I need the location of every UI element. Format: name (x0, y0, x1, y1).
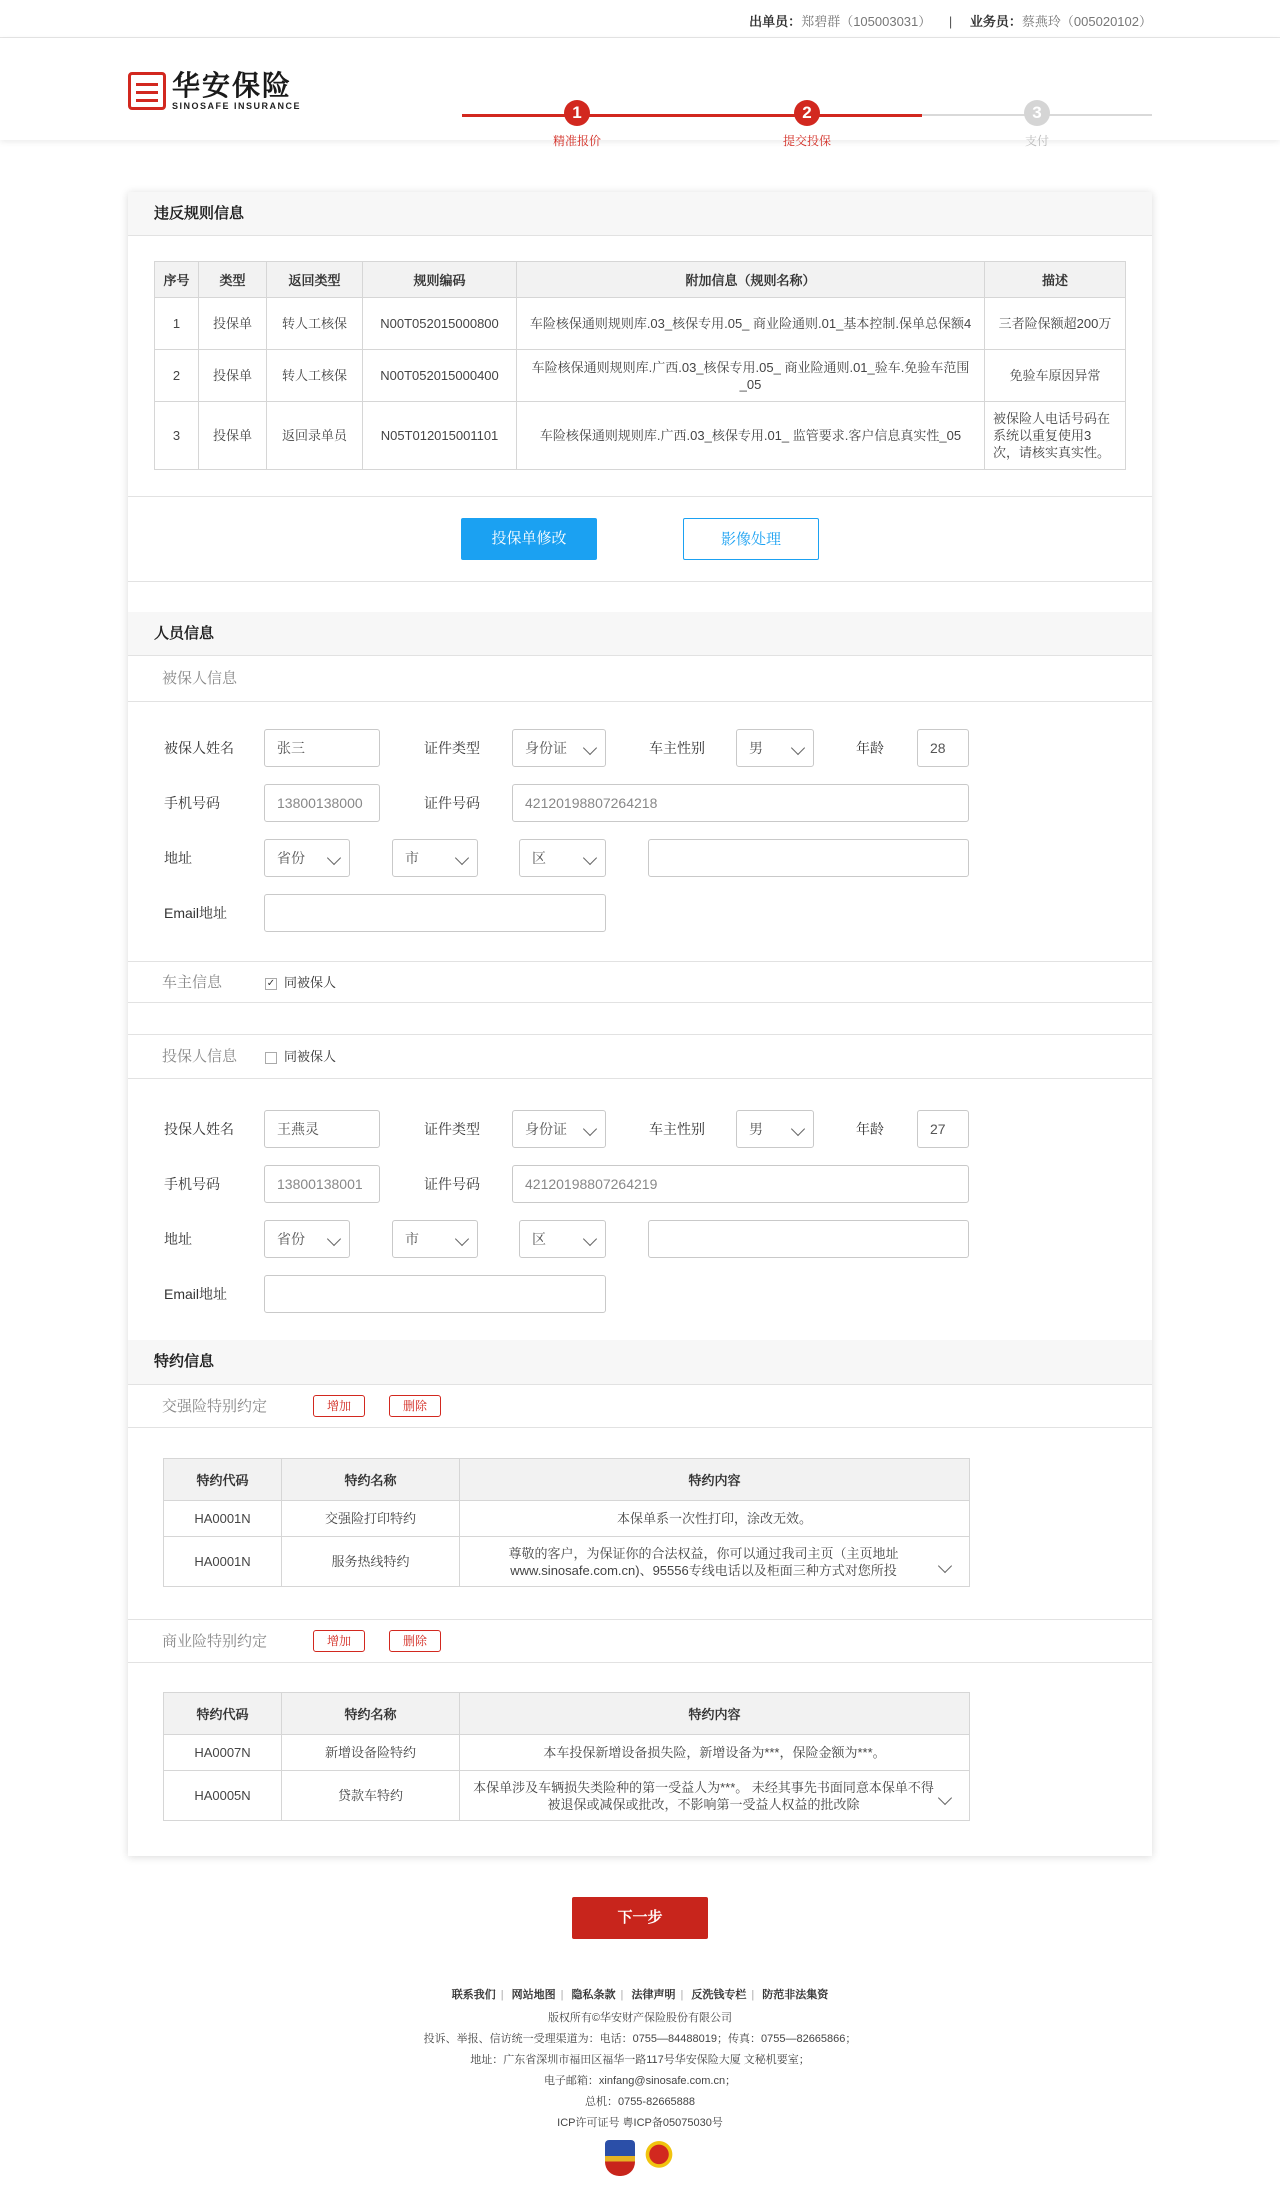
col-content: 特约内容 (460, 1459, 970, 1501)
cell-code: HA0001N (164, 1537, 282, 1587)
cell-code: HA0007N (164, 1735, 282, 1771)
cell-description: 免验车原因异常 (985, 350, 1126, 402)
main-card (128, 192, 1152, 1856)
table-row (164, 1501, 970, 1537)
applicant-phone-input[interactable]: 13800138001 (264, 1165, 380, 1203)
commerce-badge-icon[interactable] (643, 2140, 675, 2172)
cell-name: 贷款车特约 (282, 1771, 460, 1821)
table-header-row (164, 1693, 970, 1735)
checkbox-checked-icon: ✓ (266, 977, 276, 989)
applicant-id-type-value: 身份证 (525, 1121, 567, 1137)
city-value: 市 (405, 1231, 419, 1247)
owner-same-checkbox[interactable] (265, 962, 336, 1004)
id-type-label: 证件类型 (424, 1121, 480, 1137)
col-name: 特约名称 (282, 1459, 460, 1501)
chevron-down-icon (327, 851, 341, 865)
violation-section-title: 违反规则信息 (128, 192, 1152, 236)
email-label: Email地址 (164, 1286, 228, 1302)
id-type-label: 证件类型 (424, 740, 480, 756)
compulsory-table (163, 1458, 970, 1587)
applicant-name-label: 投保人姓名 (164, 1121, 234, 1137)
phone-label: 手机号码 (164, 1176, 220, 1192)
cell-extra-info: 车险核保通则规则库.03_核保专用.05_ 商业险通则.01_基本控制.保单总保额4 (517, 298, 985, 350)
step-2 (747, 100, 867, 149)
id-no-label: 证件号码 (424, 795, 480, 811)
cell-index: 2 (155, 350, 199, 402)
cell-content: 本车投保新增设备损失险，新增设备为***，保险金额为***。 (460, 1735, 970, 1771)
applicant-city-select[interactable] (392, 1220, 478, 1258)
applicant-gender-value: 男 (749, 1121, 763, 1137)
divider (128, 1003, 1152, 1035)
col-type: 类型 (199, 262, 267, 298)
table-header-row (164, 1459, 970, 1501)
cell-return-type: 转人工核保 (267, 350, 363, 402)
applicant-info-row (128, 1035, 1152, 1079)
agent-value: 蔡燕玲（005020102） (1021, 14, 1152, 29)
cell-code: HA0001N (164, 1501, 282, 1537)
step-3-label: 支付 (1024, 134, 1049, 148)
footer-link-fraud[interactable]: 防范非法集资 (762, 1989, 829, 2001)
address-label: 地址 (164, 1231, 192, 1247)
step-2-number: 2 (794, 100, 820, 126)
sinosafe-logo[interactable] (128, 71, 301, 111)
cell-description: 三者险保额超200万 (985, 298, 1126, 350)
col-extra-info: 附加信息（规则名称） (517, 262, 985, 298)
province-value: 省份 (277, 850, 305, 866)
col-rule-code: 规则编码 (363, 262, 517, 298)
cell-type: 投保单 (199, 298, 267, 350)
compulsory-add-button[interactable]: 增加 (313, 1395, 365, 1417)
col-name: 特约名称 (282, 1693, 460, 1735)
step-1-number: 1 (564, 100, 590, 126)
applicant-age-input[interactable]: 27 (917, 1110, 969, 1148)
applicant-province-select[interactable] (264, 1220, 350, 1258)
gender-label: 车主性别 (649, 740, 705, 756)
district-value: 区 (532, 1231, 546, 1247)
commercial-table (163, 1692, 970, 1821)
cell-rule-code: N05T012015001101 (363, 402, 517, 470)
cell-rule-code: N00T052015000800 (363, 298, 517, 350)
divider (128, 581, 1152, 582)
footer-link-legal[interactable]: 法律声明 (631, 1989, 676, 2001)
chevron-down-icon (583, 741, 597, 755)
applicant-name-input[interactable]: 王燕灵 (264, 1110, 380, 1148)
compulsory-subtitle: 交强险特别约定 (162, 1398, 268, 1415)
age-label: 年龄 (856, 1121, 884, 1137)
insured-gender-select[interactable] (736, 729, 814, 767)
insured-id-type-value: 身份证 (525, 740, 567, 756)
address-label: 地址 (164, 850, 192, 866)
applicant-email-input[interactable] (264, 1275, 606, 1313)
person-section-title: 人员信息 (128, 612, 1152, 656)
col-code: 特约代码 (164, 1693, 282, 1735)
insured-district-select[interactable] (519, 839, 606, 877)
col-content: 特约内容 (460, 1693, 970, 1735)
district-value: 区 (532, 850, 546, 866)
col-description: 描述 (985, 262, 1126, 298)
violation-table (154, 261, 1126, 470)
cell-return-type: 返回录单员 (267, 402, 363, 470)
cell-name: 新增设备险特约 (282, 1735, 460, 1771)
cell-rule-code: N00T052015000400 (363, 350, 517, 402)
col-code: 特约代码 (164, 1459, 282, 1501)
compulsory-header (128, 1384, 1152, 1428)
col-return-type: 返回类型 (267, 262, 363, 298)
step-2-label: 提交投保 (782, 134, 831, 148)
cell-index: 3 (155, 402, 199, 470)
header (0, 38, 1280, 148)
divider: | (948, 14, 953, 29)
applicant-subtitle: 投保人信息 (162, 1048, 238, 1065)
step-3-number: 3 (1024, 100, 1050, 126)
insured-id-type-select[interactable] (512, 729, 606, 767)
province-value: 省份 (277, 1231, 305, 1247)
cell-code: HA0005N (164, 1771, 282, 1821)
police-badge-icon[interactable] (605, 2140, 635, 2176)
logo-name-cn: 华安保险 (172, 70, 293, 101)
cell-description: 被保险人电话号码在系统以重复使用3次，请核实真实性。 (985, 402, 1126, 470)
applicant-same-label: 同被保人 (284, 1049, 337, 1064)
cell-index: 1 (155, 298, 199, 350)
agent-label: 业务员： (969, 14, 1022, 29)
owner-info-row (128, 961, 1152, 1003)
footer-link-aml[interactable]: 反洗钱专栏 (691, 1989, 747, 2001)
chevron-down-icon (583, 851, 597, 865)
chevron-down-icon (455, 851, 469, 865)
issuer-value: 郑碧群（105003031） (801, 14, 932, 29)
insured-street-input[interactable] (648, 839, 969, 877)
commercial-add-button[interactable]: 增加 (313, 1630, 365, 1652)
insured-id-no-input[interactable]: 42120198807264218 (512, 784, 969, 822)
table-header-row (155, 262, 1126, 298)
footer (0, 1985, 1280, 2176)
step-3 (977, 100, 1097, 149)
footer-complaints: 投诉、举报、信访统一受理渠道为：电话：0755—84488019；传真：0755—82665866； (423, 2033, 857, 2045)
table-row (164, 1735, 970, 1771)
checkbox-icon (265, 1052, 277, 1064)
step-1 (517, 100, 637, 149)
chevron-down-icon (791, 1122, 805, 1136)
footer-links: 联系我们 | 网站地图 | 隐私条款 | 法律声明 | 反洗钱专栏 | 防范非法集资 (451, 1989, 829, 2001)
applicant-district-select[interactable] (519, 1220, 606, 1258)
applicant-street-input[interactable] (648, 1220, 969, 1258)
footer-badges (0, 2140, 1280, 2176)
cell-content[interactable]: 本保单涉及车辆损失类险种的第一受益人为***。 未经其事先书面同意本保单不得被退保或减保或批改，不影响第一受益人权益的批改除 (460, 1771, 970, 1821)
footer-link-contact[interactable]: 联系我们 (451, 1989, 496, 2001)
cell-name: 交强险打印特约 (282, 1501, 460, 1537)
footer-link-sitemap[interactable]: 网站地图 (511, 1989, 556, 2001)
insured-name-input[interactable]: 张三 (264, 729, 380, 767)
insured-phone-input[interactable]: 13800138000 (264, 784, 380, 822)
insured-name-label: 被保人姓名 (164, 740, 234, 756)
footer-icp: ICP许可证号 粤ICP备05075030号 (557, 2117, 723, 2129)
insured-age-input[interactable]: 28 (917, 729, 969, 767)
special-section-title: 特约信息 (128, 1340, 1152, 1384)
cell-content[interactable]: 尊敬的客户，为保证你的合法权益，你可以通过我司主页（主页地址www.sinosafe.com.cn)、95556专线电话以及柜面三种方式对您所投 (460, 1537, 970, 1587)
insured-email-input[interactable] (264, 894, 606, 932)
cell-extra-info: 车险核保通则规则库.广西.03_核保专用.05_ 商业险通则.01_验车.免验车范围_05 (517, 350, 985, 402)
chevron-down-icon (327, 1232, 341, 1246)
logo-name-en: SINOSAFE INSURANCE (172, 101, 302, 111)
next-step-button[interactable]: 下一步 (572, 1897, 708, 1939)
applicant-id-type-select[interactable] (512, 1110, 606, 1148)
table-row (155, 350, 1126, 402)
applicant-id-no-input[interactable]: 42120198807264219 (512, 1165, 969, 1203)
step-1-label: 精准报价 (552, 134, 601, 148)
owner-subtitle: 车主信息 (162, 974, 223, 991)
footer-email: 电子邮箱：xinfang@sinosafe.com.cn； (543, 2075, 737, 2087)
city-value: 市 (405, 850, 419, 866)
id-no-label: 证件号码 (424, 1176, 480, 1192)
table-row (155, 298, 1126, 350)
issuer-label: 出单员： (749, 14, 802, 29)
modify-policy-button[interactable]: 投保单修改 (461, 518, 597, 560)
staff-info (749, 11, 1152, 30)
table-row (164, 1537, 970, 1587)
owner-same-label: 同被保人 (284, 975, 337, 990)
insured-subtitle: 被保人信息 (128, 656, 1152, 702)
applicant-gender-select[interactable] (736, 1110, 814, 1148)
email-label: Email地址 (164, 905, 228, 921)
cell-return-type: 转人工核保 (267, 298, 363, 350)
commercial-subtitle: 商业险特别约定 (162, 1633, 268, 1650)
chevron-down-icon (791, 741, 805, 755)
footer-phone: 总机：0755-82665888 (584, 2096, 696, 2108)
logo-mark-icon (128, 72, 166, 110)
footer-address: 地址：广东省深圳市福田区福华一路117号华安保险大厦 文秘机要室； (470, 2054, 810, 2066)
compulsory-delete-button[interactable]: 删除 (389, 1395, 441, 1417)
cell-content: 本保单系一次性打印，涂改无效。 (460, 1501, 970, 1537)
footer-copyright: 版权所有©华安财产保险股份有限公司 (547, 2012, 733, 2024)
insured-province-select[interactable] (264, 839, 350, 877)
commercial-header (128, 1619, 1152, 1663)
commercial-delete-button[interactable]: 删除 (389, 1630, 441, 1652)
col-index: 序号 (155, 262, 199, 298)
table-row (155, 402, 1126, 470)
cell-type: 投保单 (199, 402, 267, 470)
insured-gender-value: 男 (749, 740, 763, 756)
image-process-button[interactable]: 影像处理 (683, 518, 819, 560)
cell-name: 服务热线特约 (282, 1537, 460, 1587)
footer-link-privacy[interactable]: 隐私条款 (571, 1989, 616, 2001)
chevron-down-icon (455, 1232, 469, 1246)
cell-type: 投保单 (199, 350, 267, 402)
age-label: 年龄 (856, 740, 884, 756)
applicant-same-checkbox[interactable] (265, 1035, 336, 1079)
divider (128, 496, 1152, 497)
insured-city-select[interactable] (392, 839, 478, 877)
chevron-down-icon (583, 1232, 597, 1246)
phone-label: 手机号码 (164, 795, 220, 811)
chevron-down-icon (583, 1122, 597, 1136)
top-info-bar (0, 0, 1280, 38)
gender-label: 车主性别 (649, 1121, 705, 1137)
cell-extra-info: 车险核保通则规则库.广西.03_核保专用.01_ 监管要求.客户信息真实性_05 (517, 402, 985, 470)
table-row (164, 1771, 970, 1821)
